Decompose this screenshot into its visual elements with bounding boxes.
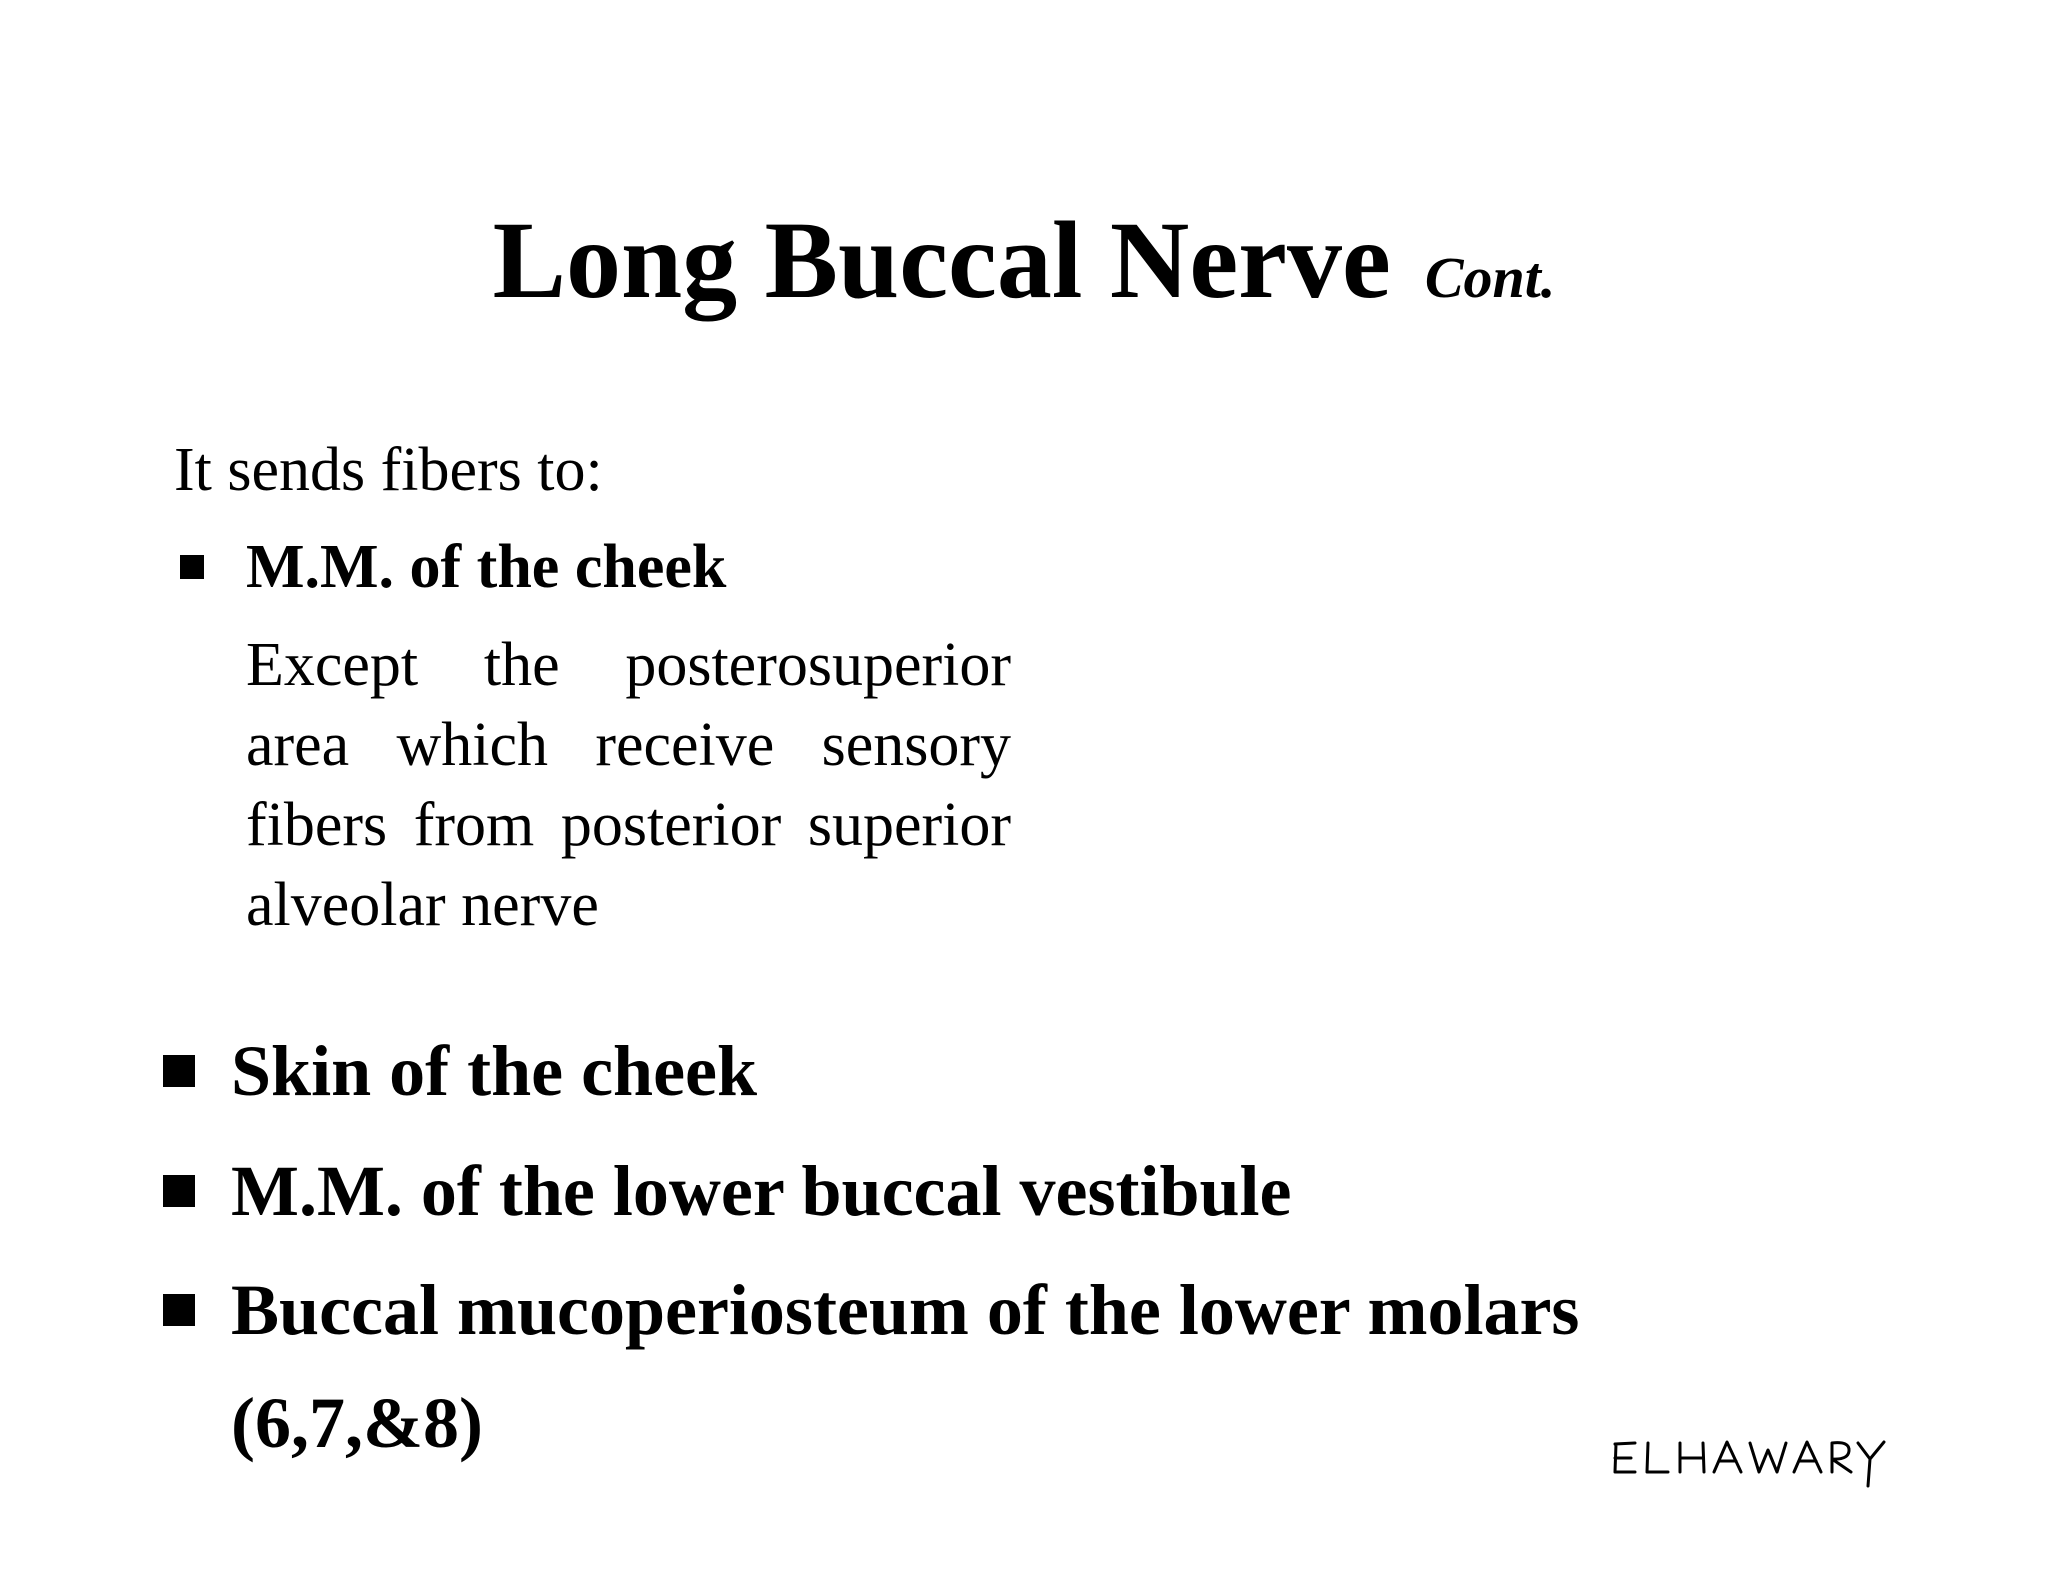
exception-note: Except the posterosuperior area which receive sensory fibers from posterior superior alveolar nerve xyxy=(246,631,1011,939)
title-main: Long Buccal Nerve xyxy=(492,199,1391,321)
bullet-lower-buccal-vestibule xyxy=(163,1148,1292,1234)
slide-title xyxy=(0,199,2048,321)
sub-bullet-label: M.M. of the cheek xyxy=(246,533,727,601)
title-continued-label: Cont. xyxy=(1424,245,1556,310)
square-bullet-icon xyxy=(163,1175,195,1207)
intro-text: It sends fibers to: xyxy=(174,436,603,504)
bullet-continuation-text: (6,7,&8) xyxy=(231,1383,483,1463)
bullet-skin-of-cheek xyxy=(163,1028,757,1114)
bullet-label: Buccal mucoperiosteum of the lower molars xyxy=(231,1270,1580,1350)
author-signature xyxy=(1608,1430,1888,1490)
square-bullet-icon xyxy=(163,1294,195,1326)
sub-bullet-cheek-mucosa xyxy=(180,530,726,604)
square-bullet-icon xyxy=(163,1055,195,1087)
bullet-label: Skin of the cheek xyxy=(231,1031,758,1111)
bullet-label: M.M. of the lower buccal vestibule xyxy=(231,1151,1292,1231)
bullet-buccal-mucoperiosteum xyxy=(163,1267,1579,1353)
square-bullet-icon xyxy=(180,555,204,579)
